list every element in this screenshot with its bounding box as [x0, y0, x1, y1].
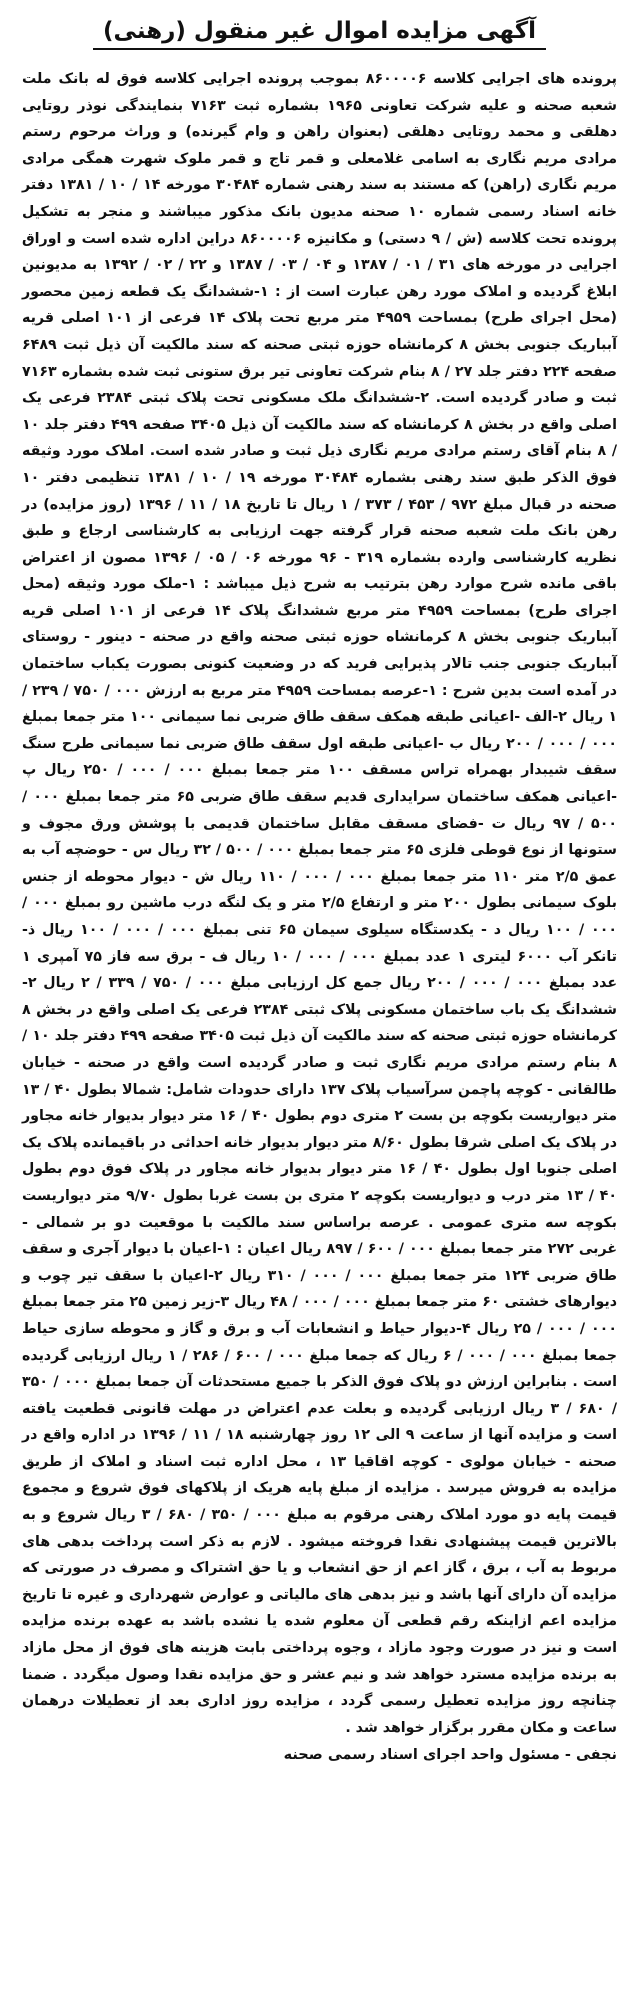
notice-body: پرونده های اجرایی کلاسه ۸۶۰۰۰۰۶ بموجب پرونده اجرایی کلاسه فوق له بانک ملت شعبه صحنه و علیه شرکت تعاونی ۱۹۶۵ بشماره ثبت ۷۱۶۳ بنمایندگی نوذر روتایی دهلقی و محمد روتایی دهلقی (بعنوان راهن و وام گیرنده) و وراث مرحوم رستم مرادی مریم نگاری به اسامی غلامعلی و قمر تاج و قمر ملوک شهرت همگی مرادی مریم نگاری (راهن) که مستند به سند رهنی شماره ۳۰۴۸۴ مورخه ۱۴ / ۱۰ / ۱۳۸۱ دفتر خانه اسناد رسمی شماره ۱۰ صحنه مدیون بانک مذکور میباشند و منجر به تشکیل پرونده تحت کلاسه (ش / ۹ دستی) و مکانیزه ۸۶۰۰۰۰۶ دراین اداره شده است و اوراق اجرایی در مورخه های ۳۱ / ۰۱ / ۱۳۸۷ و ۰۴ / ۰۳ / ۱۳۸۷ و ۲۲ / ۰۲ / ۱۳۹۲ به مدیونین ابلاغ گردیده و املاک مورد رهن عبارت است از : ۱-ششدانگ یک قطعه زمین محصور (محل اجرای طرح) بمساحت ۴۹۵۹ متر مربع تحت پلاک ۱۴ فرعی از ۱۰۱ اصلی قریه آبباریک جنوبی بخش ۸ کرمانشاه حوزه ثبتی صحنه که سند مالکیت آن ذیل ثبت ۶۴۸۹ صفحه ۲۲۴ دفتر جلد ۲۷ / ۸ بنام شرکت تعاونی تیر برق ستونی ثبت شده بشماره ۷۱۶۳ ثبت و صادر گردیده است. ۲-ششدانگ ملک مسکونی تحت پلاک ثبتی ۲۳۸۴ فرعی یک اصلی واقع در بخش ۸ کرمانشاه که سند مالکیت آن ذیل ۳۴۰۵ صفحه ۴۹۹ دفتر جلد ۱۰ / ۸ بنام آقای رستم مرادی مریم نگاری ذیل ثبت و صادر شده است. املاک مورد وثیقه فوق الذکر طبق سند رهنی بشماره ۳۰۴۸۴ مورخه ۱۹ / ۱۰ / ۱۳۸۱ تنظیمی دفتر ۱۰ صحنه در قبال مبلغ ۹۷۲ / ۴۵۳ / ۳۷۳ / ۱ ریال تا تاریخ ۱۸ / ۱۱ / ۱۳۹۶ (روز مزایده) در رهن بانک ملت شعبه صحنه قرار گرفته جهت ارزیابی به کارشناسی ارجاع و طبق نظریه کارشناسی وارده بشماره ۳۱۹ - ۹۶ مورخه ۰۶ / ۰۵ / ۱۳۹۶ مصون از اعتراض باقی مانده شرح موارد رهن بترتیب به شرح ذیل میباشد : ۱-ملک مورد وثیقه (محل اجرای طرح) بمساحت ۴۹۵۹ متر مربع ششدانگ پلاک ۱۴ فرعی از ۱۰۱ اصلی قریه آبباریک جنوبی بخش ۸ کرمانشاه حوزه ثبتی صحنه واقع در صحنه - دینور - روستای آبباریک جنوبی جنب تالار پذیرایی فرید که در وضعیت کنونی بصورت یکباب ساختمان در آمده است بدین شرح : ۱-عرصه بمساحت ۴۹۵۹ متر مربع به ارزش ۰۰۰ / ۷۵۰ / ۲۳۹ / ۱ ریال ۲-الف -اعیانی طبقه همکف سقف طاق ضربی نما سیمانی ۱۰۰ متر جمعا بمبلغ ۰۰۰ / ۰۰۰ / ۲۰۰ ریال ب -اعیانی طبقه اول سقف طاق ضربی نما سیمانی طرح سنگ سقف شیبدار بهمراه تراس مسقف ۱۰۰ متر جمعا بمبلغ ۰۰۰ / ۰۰۰ / ۲۵۰ ریال پ -اعیانی همکف ساختمان سرایداری قدیم سقف طاق ضربی ۶۵ متر جمعا بمبلغ ۰۰۰ / ۵۰۰ / ۹۷ ریال ت -فضای مسقف مقابل ساختمان قدیمی با پوشش ورق مجوف و ستونها از نوع قوطی فلزی ۶۵ متر جمعا بمبلغ ۰۰۰ / ۵۰۰ / ۳۲ ریال س - حوضچه آب به عمق ۲/۵ متر ۱۱۰ متر جمعا بمبلغ ۰۰۰ / ۰۰۰ / ۱۱۰ ریال ش - دیوار محوطه از جنس بلوک سیمانی بطول ۲۰۰ متر و ارتفاع ۲/۵ متر و یک لنگه درب ماشین رو بمبلغ ۰۰۰ / ۰۰۰ / ۱۰۰ ریال د - یکدستگاه سیلوی سیمان ۶۵ تنی بمبلغ ۰۰۰ / ۰۰۰ / ۱۰۰ ریال ذ- تانکر آب ۶۰۰۰ لیتری ۱ عدد بمبلغ ۰۰۰ / ۰۰۰ / ۱۰ ریال ف - برق سه فاز ۷۵ آمپری ۱ عدد بمبلغ ۰۰۰ / ۰۰۰ / ۲۰۰ ریال جمع کل ارزیابی مبلغ ۰۰۰ / ۷۵۰ / ۳۳۹ / ۲ ریال ۲-ششدانگ یک باب ساختمان مسکونی پلاک ثبتی ۲۳۸۴ فرعی یک اصلی واقع در بخش ۸ کرمانشاه حوزه ثبتی صحنه که سند مالکیت آن ذیل ثبت ۳۴۰۵ صفحه ۴۹۹ دفتر جلد ۱۰ / ۸ بنام رستم مرادی مریم نگاری ثبت و صادر گردیده است واقع در صحنه - خیابان طالقانی - کوچه پاچمن سرآسیاب پلاک ۱۳۷ دارای حدودات شامل: شمالا بطول ۴۰ / ۱۳ متر دیواریست بکوچه بن بست ۲ متری دوم بطول ۴۰ / ۱۶ متر دیوار بدیوار خانه مجاور در پلاک یک اصلی شرقا بطول ۸/۶۰ متر دیوار بدیوار خانه احداثی در باقیمانده پلاک یک اصلی جنوبا اول بطول ۴۰ / ۱۶ متر دیوار بدیوار خانه مجاور در پلاک فوق دوم بطول ۴۰ / ۱۳ متر درب و دیواریست بکوچه ۲ متری بن بست غربا بطول ۹/۷۰ متر دیواریست بکوچه سه متری عمومی . عرصه براساس سند مالکیت با موقعیت دو بر شمالی - غربی ۲۷۲ متر جمعا بمبلغ ۰۰۰ / ۶۰۰ / ۸۹۷ ریال اعیان : ۱-اعیان با دیوار آجری و سقف طاق ضربی ۱۲۴ متر جمعا بمبلغ ۰۰۰ / ۰۰۰ / ۳۱۰ ریال ۲-اعیان با سقف تیر چوب و دیوارهای خشتی ۶۰ متر جمعا بمبلغ ۰۰۰ / ۰۰۰ / ۴۸ ریال ۳-زیر زمین ۲۵ متر جمعا بمبلغ ۰۰۰ / ۰۰۰ / ۲۵ ریال ۴-دیوار حیاط و انشعابات آب و برق و گاز و محوطه سازی حیاط جمعا بمبلغ ۰۰۰ / ۰۰۰ / ۶ ریال که جمعا مبلغ ۰۰۰ / ۶۰۰ / ۲۸۶ / ۱ ریال ارزیابی گردیده است . بنابراین ارزش دو پلاک فوق الذکر با جمیع مستحدثات آن جمعا بمبلغ ۰۰۰ / ۳۵۰ / ۶۸۰ / ۳ ریال ارزیابی گردیده و بعلت عدم اعتراض در مهلت قانونی قطعیت یافته است و مزایده آنها از ساعت ۹ الی ۱۲ روز چهارشنبه ۱۸ / ۱۱ / ۱۳۹۶ در اداره واقع در صحنه - خیابان مولوی - کوچه اقاقیا ۱۳ ، محل اداره ثبت اسناد و املاک از طریق مزایده به فروش میرسد . مزایده از مبلغ پایه هریک از پلاکهای فوق شروع و مجموع قیمت پایه دو مورد املاک رهنی مرقوم به مبلغ ۰۰۰ / ۳۵۰ / ۶۸۰ / ۳ ریال شروع و به بالاترین قیمت پیشنهادی نقدا فروخته میشود . لازم به ذکر است پرداخت بدهی های مربوط به آب ، برق ، گاز اعم از حق انشعاب و یا حق اشتراک و مصرف در صورتی که مزایده آن دارای آنها باشد و نیز بدهی های مالیاتی و عوارض شهرداری و غیره تا تاریخ مزایده اعم ازاینکه رقم قطعی آن معلوم شده یا نشده باشد به عهده برنده مزایده است و نیز در صورت وجود مازاد ، وجوه پرداختی بابت هزینه های فوق از محل مازاد به برنده مزایده مسترد خواهد شد و نیم عشر و حق مزایده نقدا وصول میگردد . ضمنا چنانچه روز مزایده تعطیل رسمی گردد ، مزایده روز اداری بعد از تعطیلات درهمان ساعت و مکان مقرر برگزار خواهد شد . — [22, 71, 618, 1736]
notice-title: آگهی مزایده اموال غیر منقول (رهنی) — [93, 18, 546, 50]
title-bar — [22, 14, 617, 56]
notice-signature: نجفی - مسئول واحد اجرای اسناد رسمی صحنه — [283, 1747, 617, 1764]
